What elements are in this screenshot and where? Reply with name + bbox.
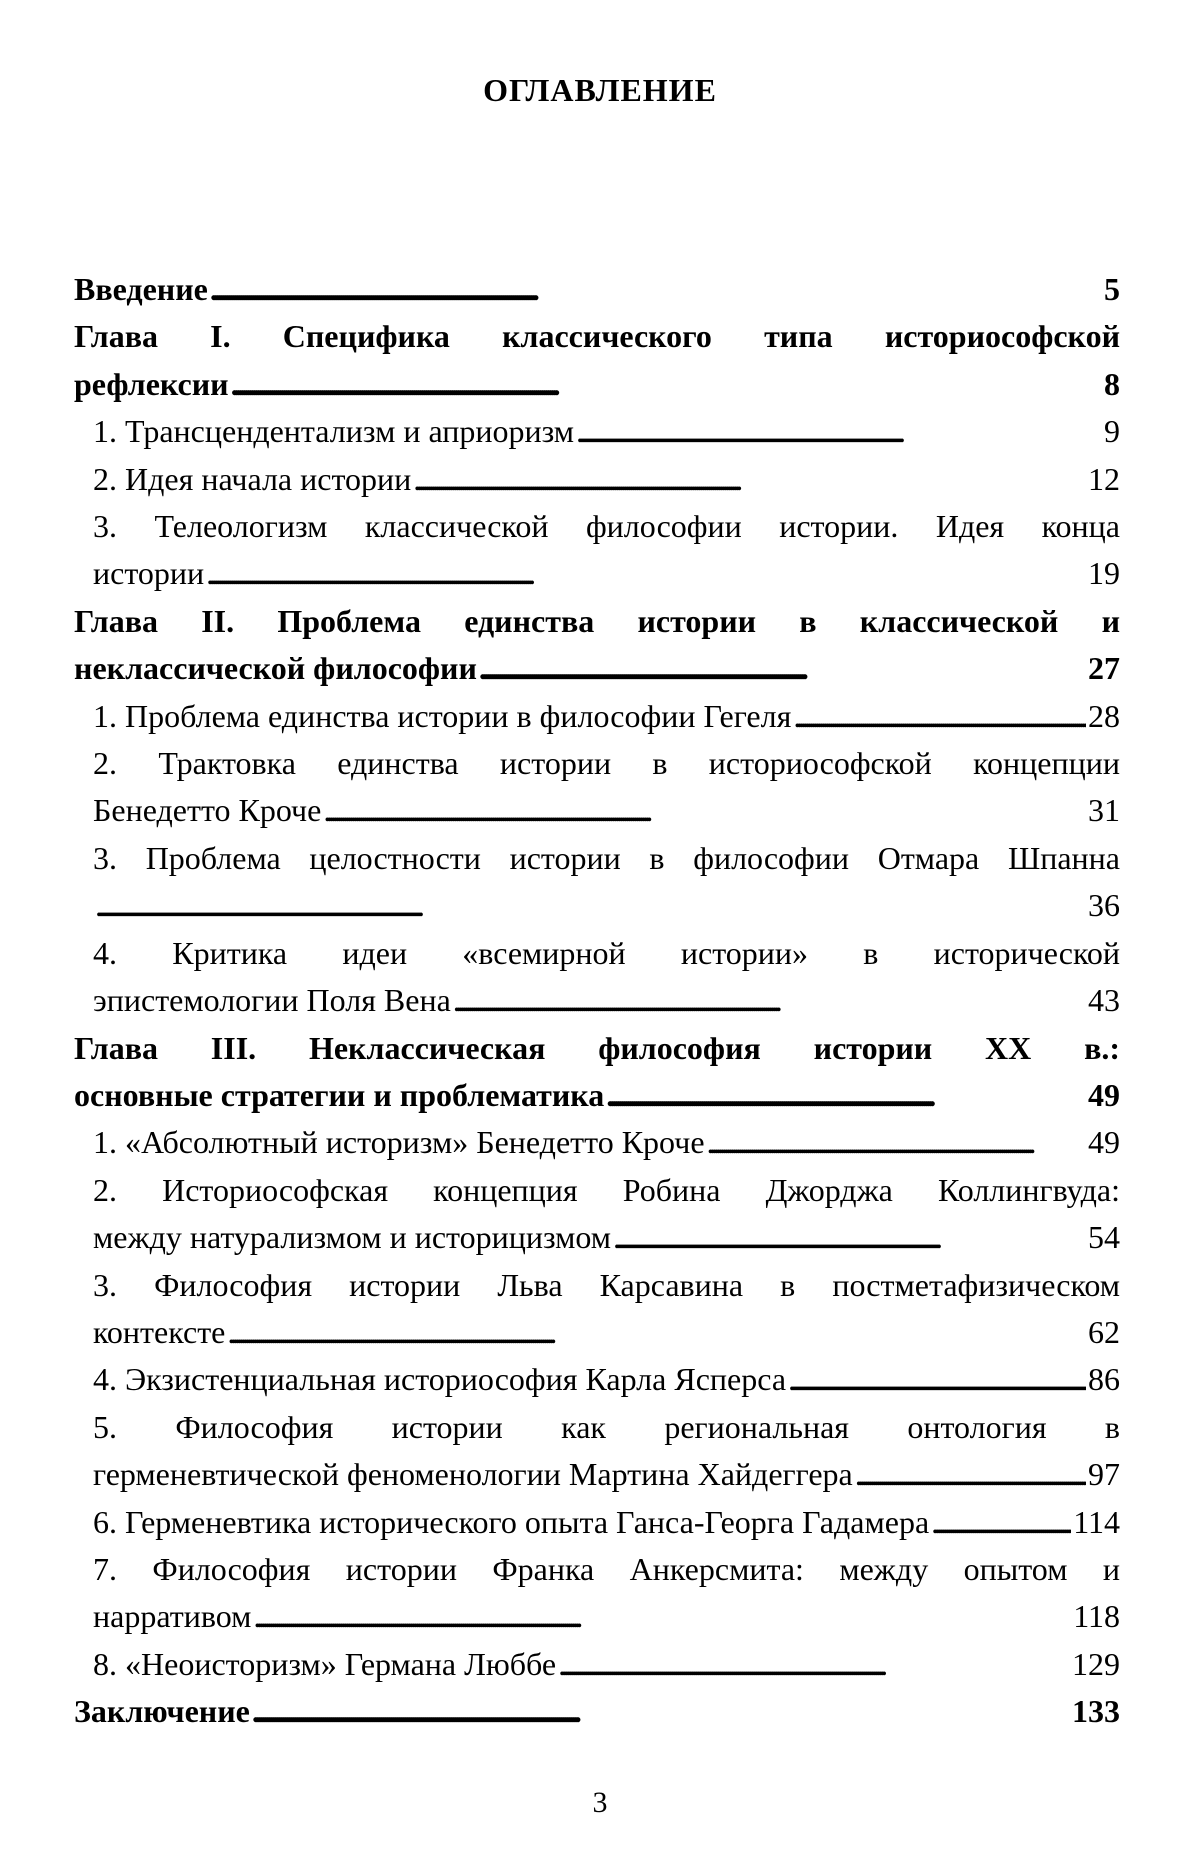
dot-leader [606,1072,1086,1119]
toc-entry-title: 8. «Неоисторизм» Германа Люббе [93,1645,557,1682]
toc-entry-title: 2. Идея начала истории [93,460,412,497]
toc-entry-title: 1. «Абсолютный историзм» Бенедетто Кроче [93,1124,705,1161]
dot-leader [793,693,1086,740]
toc-page-number: 54 [1088,1219,1120,1256]
dot-leader [323,787,1086,834]
toc-page-number: 62 [1088,1313,1120,1350]
toc-entry-leader-line [93,1356,1120,1403]
toc-entry-leader-line [93,977,1120,1024]
toc-entry-title: герменевтической феноменологии Мартина Хайдеггера [93,1456,853,1493]
toc-section-entry [74,740,1120,835]
toc-page-number: 118 [1073,1598,1120,1635]
toc-page-number: 86 [1088,1361,1120,1398]
toc-entry-title: неклассической философии [74,650,477,687]
toc-entry-title-line: 7. Философия истории Франка Анкерсмита: между опытом и [93,1550,1120,1587]
dot-leader [253,1593,1071,1640]
toc-entry-title: основные стратегии и проблематика [74,1076,605,1113]
toc-entry-title-line: 2. Трактовка единства истории в историософской концепции [93,745,1120,782]
toc-entry-leader-line [93,1214,1120,1261]
toc-section-entry [74,835,1120,930]
toc-section-entry [74,408,1120,455]
table-of-contents [74,266,1120,1736]
toc-chapter-entry [74,1688,1120,1735]
toc-page-number: 36 [1088,887,1120,924]
toc-section-entry [74,1119,1120,1166]
dot-leader [453,977,1086,1024]
toc-page-number: 49 [1088,1076,1120,1113]
toc-entry-leader-line [93,1641,1120,1688]
toc-entry-leader-line [74,1072,1120,1119]
toc-page-number: 9 [1104,413,1120,450]
dot-leader [413,456,1086,503]
toc-page-number: 31 [1088,792,1120,829]
toc-entry-leader-line [74,266,1120,313]
toc-entry-leader-line [74,361,1120,408]
toc-page-number: 49 [1088,1124,1120,1161]
toc-chapter-entry [74,1025,1120,1120]
toc-entry-title: 1. Проблема единства истории в философии Гегеля [93,697,792,734]
toc-entry-leader-line [93,408,1120,455]
dot-leader [95,882,1086,929]
toc-section-entry [74,1356,1120,1403]
toc-chapter-entry [74,598,1120,693]
toc-entry-title: 4. Экзистенциальная историософия Карла Ясперса [93,1361,787,1398]
toc-section-entry [74,930,1120,1025]
toc-entry-title-line: Глава II. Проблема единства истории в классической и [74,602,1120,639]
dot-leader [252,1688,1070,1735]
toc-entry-title-line: 5. Философия истории как региональная онтология в [93,1408,1120,1445]
toc-section-entry [74,1262,1120,1357]
toc-entry-title: Введение [74,271,208,307]
toc-section-entry [74,693,1120,740]
dot-leader [206,550,1086,597]
toc-entry-title-line: 3. Философия истории Льва Карсавина в постметафизическом [93,1266,1120,1303]
page-number: 3 [592,1786,608,1819]
page-title: ОГЛАВЛЕНИЕ [483,72,717,108]
toc-section-entry [74,1546,1120,1641]
toc-entry-leader-line [93,1309,1120,1356]
toc-page-number: 27 [1088,650,1120,687]
toc-section-entry [74,1499,1120,1546]
toc-entry-leader-line [93,882,1120,929]
toc-entry-leader-line [93,1593,1120,1640]
dot-leader [931,1499,1071,1546]
toc-entry-title-line: Глава III. Неклассическая философия истории XX в.: [74,1029,1120,1066]
toc-entry-title: эпистемологии Поля Вена [93,982,451,1019]
toc-page-number: 129 [1072,1645,1120,1682]
toc-entry-title: контексте [93,1313,226,1350]
toc-entry-title: нарративом [93,1598,252,1635]
dot-leader [576,408,1102,455]
toc-entry-title-line: 2. Историософская концепция Робина Джорджа Коллингвуда: [93,1171,1120,1208]
dot-leader [707,1119,1086,1166]
toc-page-number: 114 [1073,1503,1120,1540]
toc-section-entry [74,1167,1120,1262]
toc-section-entry [74,1404,1120,1499]
dot-leader [613,1214,1086,1261]
toc-section-entry [74,1641,1120,1688]
toc-page-number: 43 [1088,982,1120,1019]
toc-chapter-entry [74,313,1120,408]
toc-page-number: 97 [1088,1456,1120,1493]
toc-entry-leader-line [93,550,1120,597]
toc-entry-title: Заключение [74,1693,250,1730]
toc-entry-title-line: 3. Проблема целостности истории в философии Отмара Шпанна [93,839,1120,876]
toc-entry-leader-line [74,1688,1120,1735]
toc-entry-title: истории [93,555,205,592]
toc-page-number: 5 [1104,271,1120,307]
toc-entry-title: рефлексии [74,365,229,402]
toc-page-number: 12 [1088,460,1120,497]
dot-leader [788,1356,1086,1403]
toc-page-number: 19 [1088,555,1120,592]
toc-section-entry [74,503,1120,598]
dot-leader [479,645,1086,692]
dot-leader [227,1309,1086,1356]
toc-entry-leader-line [93,1119,1120,1166]
dot-leader [855,1451,1086,1498]
toc-chapter-entry [74,266,1120,313]
toc-entry-title: между натурализмом и историцизмом [93,1219,612,1256]
toc-entry-title: 6. Герменевтика исторического опыта Ганса-Георга Гадамера [93,1503,930,1540]
toc-entry-title-line: 4. Критика идеи «всемирной истории» в исторической [93,934,1120,971]
dot-leader [231,361,1102,408]
toc-entry-title-line: Глава I. Специфика классического типа историософской [74,318,1120,355]
toc-entry-leader-line [93,693,1120,740]
toc-entry-leader-line [93,1451,1120,1498]
toc-page-number: 133 [1072,1693,1120,1730]
toc-section-entry [74,456,1120,503]
dot-leader [210,266,1102,313]
toc-entry-leader-line [74,645,1120,692]
toc-page-number: 8 [1104,365,1120,402]
dot-leader [558,1641,1070,1688]
toc-entry-title: 1. Трансцендентализм и априоризм [93,413,575,450]
toc-entry-leader-line [93,787,1120,834]
toc-page-number: 28 [1088,697,1120,734]
toc-entry-leader-line [93,456,1120,503]
toc-entry-title-line: 3. Телеологизм классической философии истории. Идея конца [93,508,1120,545]
toc-entry-leader-line [93,1499,1120,1546]
toc-entry-title: Бенедетто Кроче [93,792,322,829]
